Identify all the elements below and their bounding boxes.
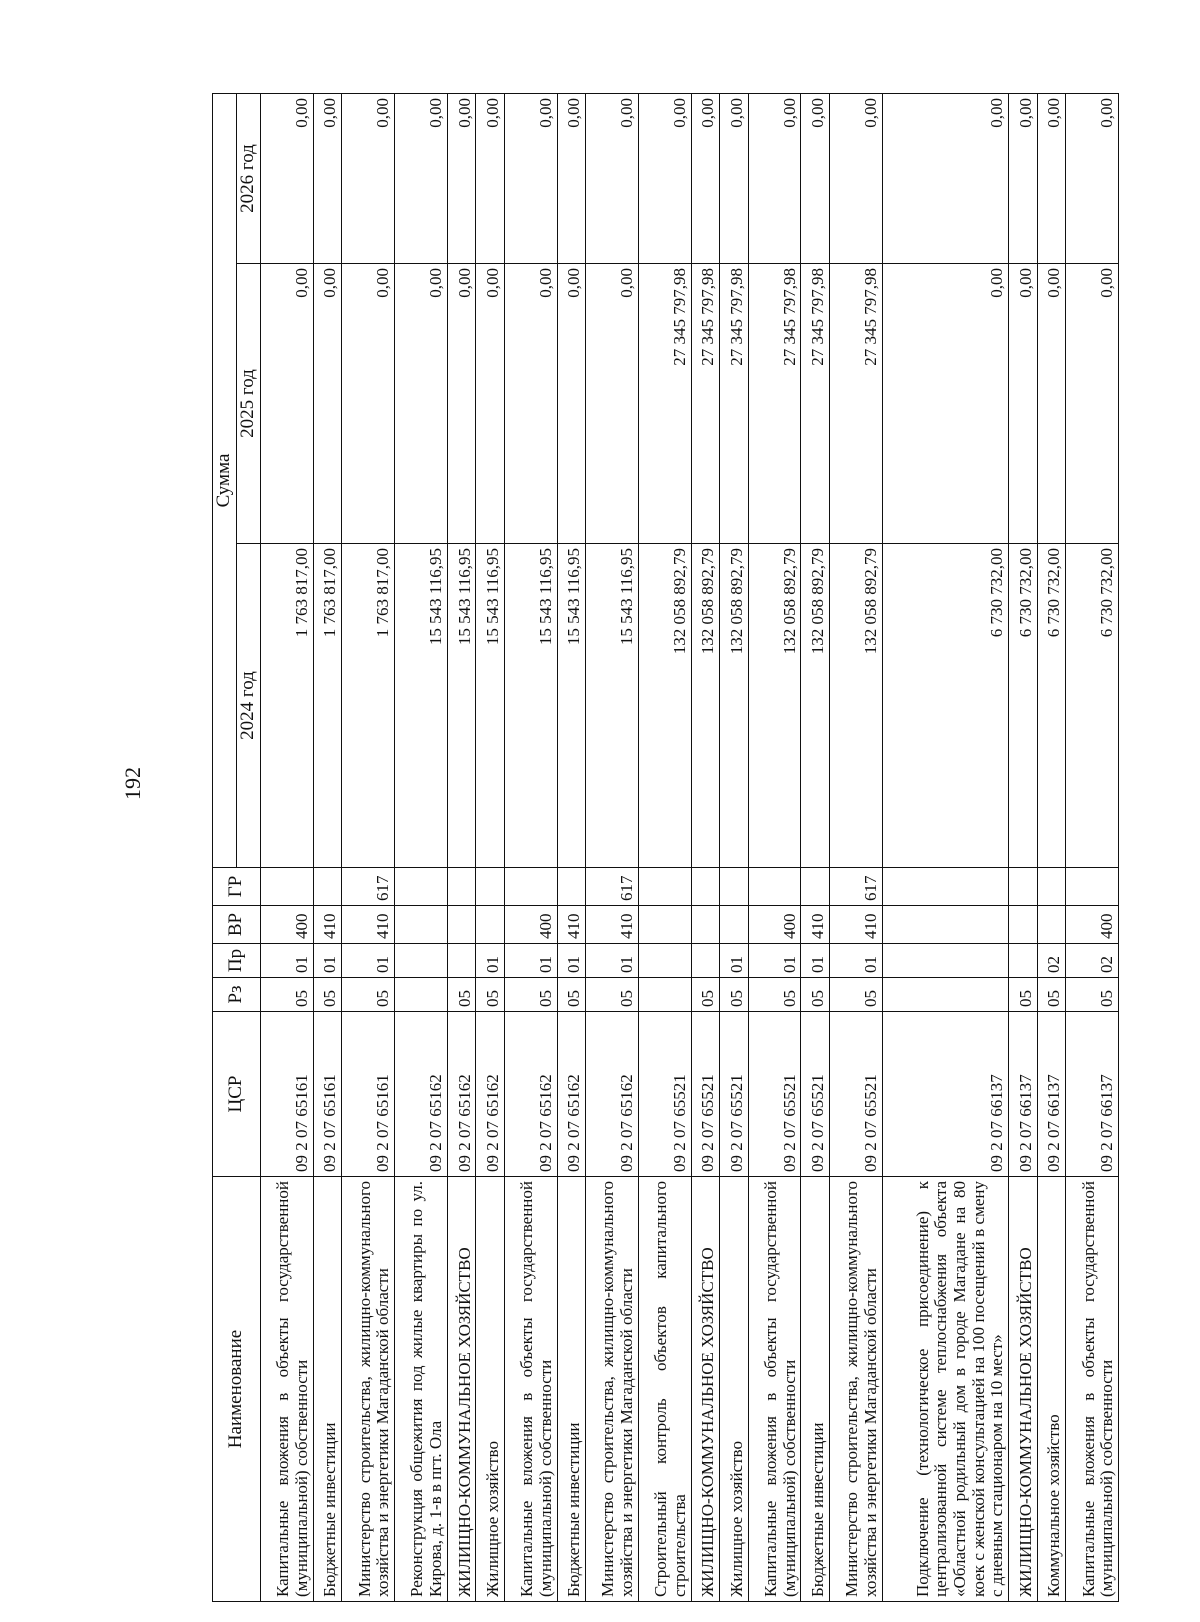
cell-csr: 09 2 07 65162 <box>585 1012 638 1177</box>
header-gr: ГР <box>213 868 261 906</box>
cell-2025: 0,00 <box>342 264 395 544</box>
cell-2025: 0,00 <box>1037 264 1065 544</box>
cell-vr: 400 <box>504 906 557 944</box>
cell-csr: 09 2 07 65521 <box>638 1012 691 1177</box>
cell-pr <box>447 944 475 978</box>
cell-2026: 0,00 <box>313 94 341 264</box>
cell-csr: 09 2 07 66137 <box>882 1012 1008 1177</box>
table-row <box>638 94 691 1602</box>
header-csr: ЦСР <box>213 1012 261 1177</box>
table-row <box>801 94 829 1602</box>
header-sum: Сумма <box>213 94 237 868</box>
table-row <box>829 94 882 1602</box>
cell-rz: 05 <box>557 978 585 1012</box>
cell-2024: 132 058 892,79 <box>720 544 748 868</box>
table-row <box>394 94 447 1602</box>
table-row <box>313 94 341 1602</box>
cell-gr: 617 <box>829 868 882 906</box>
cell-2026: 0,00 <box>638 94 691 264</box>
cell-name: Строительный контроль объектов капитального строительства <box>638 1177 691 1602</box>
cell-pr: 01 <box>585 944 638 978</box>
cell-name: Бюджетные инвестиции <box>557 1177 585 1602</box>
cell-vr: 410 <box>313 906 341 944</box>
cell-rz: 05 <box>691 978 719 1012</box>
cell-rz: 05 <box>1009 978 1037 1012</box>
cell-rz: 05 <box>447 978 475 1012</box>
cell-csr: 09 2 07 65162 <box>557 1012 585 1177</box>
cell-gr: 617 <box>585 868 638 906</box>
cell-vr: 410 <box>585 906 638 944</box>
cell-csr: 09 2 07 65521 <box>748 1012 801 1177</box>
cell-2025: 27 345 797,98 <box>638 264 691 544</box>
cell-2024: 15 543 116,95 <box>476 544 504 868</box>
cell-2025: 0,00 <box>585 264 638 544</box>
cell-pr <box>1009 944 1037 978</box>
cell-2025: 0,00 <box>1065 264 1118 544</box>
table-row <box>720 94 748 1602</box>
cell-name: ЖИЛИЩНО-КОММУНАЛЬНОЕ ХОЗЯЙСТВО <box>691 1177 719 1602</box>
cell-2024: 15 543 116,95 <box>504 544 557 868</box>
cell-2024: 6 730 732,00 <box>1037 544 1065 868</box>
cell-2024: 132 058 892,79 <box>801 544 829 868</box>
cell-gr <box>476 868 504 906</box>
cell-gr <box>394 868 447 906</box>
cell-rz: 05 <box>585 978 638 1012</box>
table-row <box>1065 94 1118 1602</box>
cell-gr <box>691 868 719 906</box>
cell-2024: 1 763 817,00 <box>260 544 313 868</box>
cell-pr <box>394 944 447 978</box>
cell-csr: 09 2 07 65162 <box>394 1012 447 1177</box>
cell-2025: 27 345 797,98 <box>801 264 829 544</box>
cell-name: Жилищное хозяйство <box>720 1177 748 1602</box>
cell-2024: 6 730 732,00 <box>1065 544 1118 868</box>
cell-pr: 01 <box>801 944 829 978</box>
cell-2024: 15 543 116,95 <box>557 544 585 868</box>
cell-rz: 05 <box>748 978 801 1012</box>
table-row <box>476 94 504 1602</box>
table-row <box>447 94 475 1602</box>
cell-rz: 05 <box>1065 978 1118 1012</box>
cell-rz: 05 <box>504 978 557 1012</box>
cell-2025: 0,00 <box>447 264 475 544</box>
cell-vr: 400 <box>748 906 801 944</box>
cell-2024: 15 543 116,95 <box>585 544 638 868</box>
cell-name: ЖИЛИЩНО-КОММУНАЛЬНОЕ ХОЗЯЙСТВО <box>447 1177 475 1602</box>
cell-2024: 6 730 732,00 <box>1009 544 1037 868</box>
table-row <box>585 94 638 1602</box>
cell-pr: 01 <box>260 944 313 978</box>
cell-rz <box>882 978 1008 1012</box>
cell-csr: 09 2 07 65162 <box>504 1012 557 1177</box>
cell-gr <box>801 868 829 906</box>
header-2026: 2026 год <box>236 94 260 264</box>
cell-vr: 410 <box>342 906 395 944</box>
table-row <box>748 94 801 1602</box>
cell-2024: 15 543 116,95 <box>447 544 475 868</box>
cell-2026: 0,00 <box>829 94 882 264</box>
cell-2026: 0,00 <box>882 94 1008 264</box>
cell-2026: 0,00 <box>557 94 585 264</box>
header-vr: ВР <box>213 906 261 944</box>
cell-2025: 0,00 <box>394 264 447 544</box>
cell-2026: 0,00 <box>748 94 801 264</box>
rotated-table-frame <box>212 94 1119 1602</box>
cell-2024: 1 763 817,00 <box>313 544 341 868</box>
cell-2026: 0,00 <box>476 94 504 264</box>
header-name: Наименование <box>213 1177 261 1602</box>
cell-name: Министерство строительства, жилищно-коммунального хозяйства и энергетики Магаданской области <box>585 1177 638 1602</box>
cell-gr <box>557 868 585 906</box>
page-number: 192 <box>120 767 145 800</box>
cell-rz: 05 <box>342 978 395 1012</box>
cell-2025: 27 345 797,98 <box>720 264 748 544</box>
table-row <box>882 94 1008 1602</box>
table-row <box>342 94 395 1602</box>
cell-2026: 0,00 <box>1065 94 1118 264</box>
cell-gr <box>1037 868 1065 906</box>
cell-2025: 0,00 <box>313 264 341 544</box>
cell-2024: 132 058 892,79 <box>638 544 691 868</box>
cell-name: Министерство строительства, жилищно-коммунального хозяйства и энергетики Магаданской области <box>342 1177 395 1602</box>
cell-rz: 05 <box>1037 978 1065 1012</box>
cell-gr: 617 <box>342 868 395 906</box>
cell-name: Бюджетные инвестиции <box>313 1177 341 1602</box>
cell-2024: 15 543 116,95 <box>394 544 447 868</box>
cell-rz: 05 <box>260 978 313 1012</box>
table-row <box>504 94 557 1602</box>
cell-name: Реконструкция общежития под жилые квартиры по ул. Кирова, д. 1-в в пгт. Ола <box>394 1177 447 1602</box>
cell-name: Капитальные вложения в объекты государственной (муниципальной) собственности <box>1065 1177 1118 1602</box>
cell-rz: 05 <box>720 978 748 1012</box>
cell-vr <box>447 906 475 944</box>
cell-csr: 09 2 07 65162 <box>447 1012 475 1177</box>
cell-vr <box>1009 906 1037 944</box>
cell-vr <box>720 906 748 944</box>
cell-name: Бюджетные инвестиции <box>801 1177 829 1602</box>
cell-2025: 0,00 <box>1009 264 1037 544</box>
cell-gr <box>313 868 341 906</box>
cell-gr <box>638 868 691 906</box>
table-row <box>691 94 719 1602</box>
cell-2024: 132 058 892,79 <box>748 544 801 868</box>
cell-gr <box>447 868 475 906</box>
cell-rz: 05 <box>801 978 829 1012</box>
cell-vr: 410 <box>801 906 829 944</box>
cell-2026: 0,00 <box>342 94 395 264</box>
cell-name: Министерство строительства, жилищно-коммунального хозяйства и энергетики Магаданской области <box>829 1177 882 1602</box>
cell-pr <box>882 944 1008 978</box>
cell-2024: 6 730 732,00 <box>882 544 1008 868</box>
cell-2026: 0,00 <box>504 94 557 264</box>
cell-rz: 05 <box>476 978 504 1012</box>
cell-name: Капитальные вложения в объекты государственной (муниципальной) собственности <box>748 1177 801 1602</box>
cell-2026: 0,00 <box>801 94 829 264</box>
header-row <box>213 94 237 1602</box>
cell-vr <box>638 906 691 944</box>
cell-pr: 01 <box>829 944 882 978</box>
cell-vr <box>476 906 504 944</box>
cell-2026: 0,00 <box>1037 94 1065 264</box>
cell-2026: 0,00 <box>691 94 719 264</box>
cell-2026: 0,00 <box>1009 94 1037 264</box>
cell-rz <box>394 978 447 1012</box>
budget-table <box>212 93 1119 1602</box>
cell-pr: 01 <box>476 944 504 978</box>
cell-gr <box>720 868 748 906</box>
cell-2024: 132 058 892,79 <box>691 544 719 868</box>
cell-2025: 0,00 <box>882 264 1008 544</box>
cell-2025: 0,00 <box>260 264 313 544</box>
cell-rz: 05 <box>313 978 341 1012</box>
cell-csr: 09 2 07 65521 <box>720 1012 748 1177</box>
cell-2026: 0,00 <box>585 94 638 264</box>
cell-gr <box>748 868 801 906</box>
cell-2025: 0,00 <box>504 264 557 544</box>
cell-2024: 132 058 892,79 <box>829 544 882 868</box>
table-row <box>1037 94 1065 1602</box>
table-row <box>260 94 313 1602</box>
cell-2025: 27 345 797,98 <box>829 264 882 544</box>
table-row <box>1009 94 1037 1602</box>
cell-2025: 27 345 797,98 <box>691 264 719 544</box>
cell-gr <box>260 868 313 906</box>
cell-csr: 09 2 07 65521 <box>801 1012 829 1177</box>
cell-rz: 05 <box>829 978 882 1012</box>
cell-name: Коммунальное хозяйство <box>1037 1177 1065 1602</box>
cell-2026: 0,00 <box>394 94 447 264</box>
cell-name: Подключение (технологическое присоединение) к централизованной системе теплоснабжения объекта «Областной родильный дом в городе Магадане на 80 коек с женской консультацией на 100 посещений в смену с дневным стационаром на 10 мест» <box>882 1177 1008 1602</box>
cell-2026: 0,00 <box>447 94 475 264</box>
cell-pr: 02 <box>1037 944 1065 978</box>
cell-vr <box>394 906 447 944</box>
cell-name: Капитальные вложения в объекты государственной (муниципальной) собственности <box>504 1177 557 1602</box>
cell-2025: 0,00 <box>557 264 585 544</box>
cell-gr <box>504 868 557 906</box>
cell-rz <box>638 978 691 1012</box>
cell-csr: 09 2 07 65161 <box>342 1012 395 1177</box>
cell-gr <box>1065 868 1118 906</box>
cell-csr: 09 2 07 65521 <box>691 1012 719 1177</box>
cell-vr <box>1037 906 1065 944</box>
cell-pr: 01 <box>313 944 341 978</box>
cell-gr <box>882 868 1008 906</box>
cell-2024: 1 763 817,00 <box>342 544 395 868</box>
cell-vr: 400 <box>260 906 313 944</box>
cell-gr <box>1009 868 1037 906</box>
cell-2025: 27 345 797,98 <box>748 264 801 544</box>
cell-csr: 09 2 07 65521 <box>829 1012 882 1177</box>
cell-vr <box>691 906 719 944</box>
cell-2025: 0,00 <box>476 264 504 544</box>
cell-csr: 09 2 07 66137 <box>1065 1012 1118 1177</box>
header-2025: 2025 год <box>236 264 260 544</box>
cell-vr: 410 <box>829 906 882 944</box>
cell-csr: 09 2 07 66137 <box>1037 1012 1065 1177</box>
cell-name: ЖИЛИЩНО-КОММУНАЛЬНОЕ ХОЗЯЙСТВО <box>1009 1177 1037 1602</box>
cell-pr: 02 <box>1065 944 1118 978</box>
cell-csr: 09 2 07 65161 <box>313 1012 341 1177</box>
cell-name: Капитальные вложения в объекты государственной (муниципальной) собственности <box>260 1177 313 1602</box>
cell-vr: 410 <box>557 906 585 944</box>
cell-2026: 0,00 <box>260 94 313 264</box>
cell-csr: 09 2 07 66137 <box>1009 1012 1037 1177</box>
cell-pr: 01 <box>504 944 557 978</box>
cell-csr: 09 2 07 65161 <box>260 1012 313 1177</box>
cell-name: Жилищное хозяйство <box>476 1177 504 1602</box>
header-pr: Пр <box>213 944 261 978</box>
cell-pr <box>691 944 719 978</box>
cell-2026: 0,00 <box>720 94 748 264</box>
table-row <box>557 94 585 1602</box>
cell-vr: 400 <box>1065 906 1118 944</box>
cell-pr: 01 <box>557 944 585 978</box>
cell-pr <box>638 944 691 978</box>
cell-pr: 01 <box>342 944 395 978</box>
header-rz: Рз <box>213 978 261 1012</box>
header-2024: 2024 год <box>236 544 260 868</box>
cell-vr <box>882 906 1008 944</box>
cell-pr: 01 <box>720 944 748 978</box>
cell-pr: 01 <box>748 944 801 978</box>
cell-csr: 09 2 07 65162 <box>476 1012 504 1177</box>
table-body <box>260 94 1118 1602</box>
